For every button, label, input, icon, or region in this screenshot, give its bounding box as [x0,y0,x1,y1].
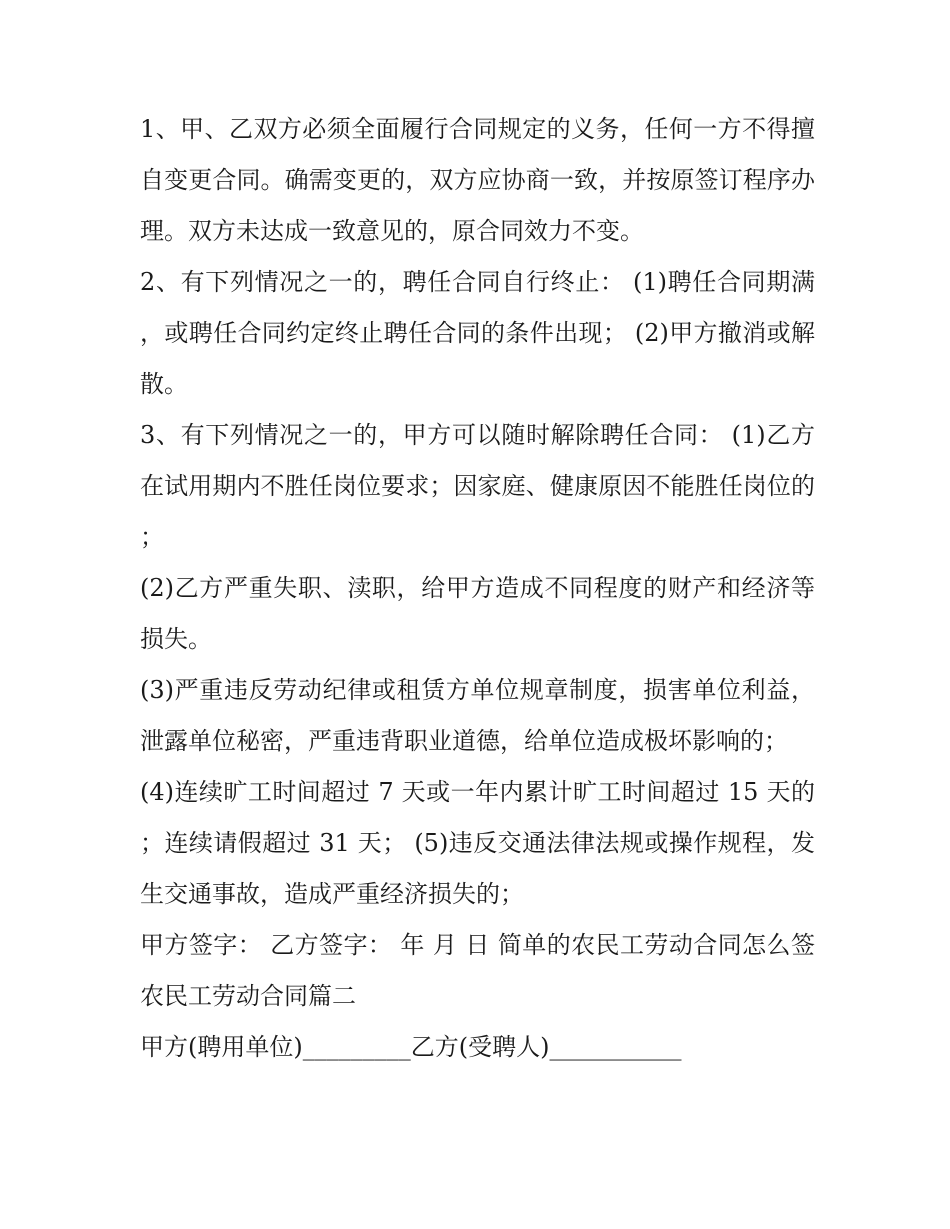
signature-line: 甲方签字： 乙方签字： 年 月 日 简单的农民工劳动合同怎么签 农民工劳动合同篇二 [140,931,815,1010]
clause-2-paragraph: 2、有下列情况之一的，聘任合同自行终止： (1)聘任合同期满，或聘任合同约定终止聘任合同的条件出现； (2)甲方撤消或解散。 [140,268,815,398]
clause-3-item-3-paragraph: (3)严重违反劳动纪律或租赁方单位规章制度，损害单位利益，泄露单位秘密，严重违背职业道德，给单位造成极坏影响的； [140,676,815,755]
clause-3-item-4-5-paragraph: (4)连续旷工时间超过 7 天或一年内累计旷工时间超过 15 天的；连续请假超过 31 天； (5)违反交通法律法规或操作规程，发生交通事故，造成严重经济损失的； [140,778,815,908]
clause-3-item-2-paragraph: (2)乙方严重失职、渎职，给甲方造成不同程度的财产和经济等损失。 [140,574,815,653]
parties-line: 甲方(聘用单位)_________乙方(受聘人)___________ [140,1033,682,1061]
document-page [140,104,815,1073]
clause-1-paragraph: 1、甲、乙双方必须全面履行合同规定的义务，任何一方不得擅自变更合同。确需变更的，双方应协商一致，并按原签订程序办理。双方未达成一致意见的，原合同效力不变。 [140,115,815,245]
clause-3-paragraph: 3、有下列情况之一的，甲方可以随时解除聘任合同： (1)乙方在试用期内不胜任岗位要求；因家庭、健康原因不能胜任岗位的； [140,421,815,551]
